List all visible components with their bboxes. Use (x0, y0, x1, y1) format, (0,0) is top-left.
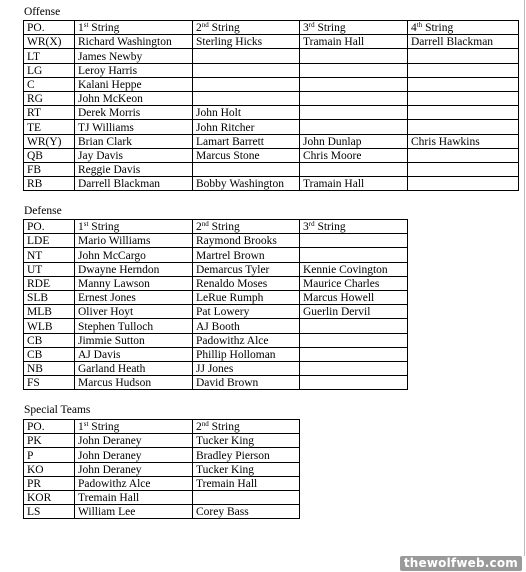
player-cell (300, 376, 408, 390)
player-cell: Marcus Stone (193, 148, 300, 162)
player-cell: Darrell Blackman (408, 35, 519, 49)
player-cell (300, 106, 408, 120)
watermark-logo: thewolfweb.com (400, 556, 522, 571)
player-cell: TJ Williams (75, 120, 193, 134)
player-cell: Reggie Davis (75, 162, 193, 176)
player-cell (300, 162, 408, 176)
player-cell (193, 49, 300, 63)
string-header: 2nd String (193, 420, 300, 434)
player-cell (193, 162, 300, 176)
position-cell: WR(X) (24, 35, 75, 49)
special-teams-title: Special Teams (24, 404, 91, 416)
player-cell (300, 361, 408, 375)
player-cell: John Deraney (75, 434, 193, 448)
table-row (24, 276, 408, 290)
position-cell: FS (24, 376, 75, 390)
table-row (24, 63, 519, 77)
player-cell: Marcus Hudson (75, 376, 193, 390)
table-row (24, 476, 300, 490)
position-cell: LT (24, 49, 75, 63)
player-cell: AJ Booth (193, 319, 300, 333)
position-cell: NT (24, 248, 75, 262)
player-cell (193, 91, 300, 105)
position-cell: C (24, 77, 75, 91)
table-row (24, 91, 519, 105)
position-cell: PK (24, 434, 75, 448)
player-cell: LeRue Rumph (193, 290, 300, 304)
player-cell: Martrel Brown (193, 248, 300, 262)
position-cell: UT (24, 262, 75, 276)
table-row (24, 347, 408, 361)
player-cell: John McCargo (75, 248, 193, 262)
table-row (24, 35, 519, 49)
player-cell: JJ Jones (193, 361, 300, 375)
position-header: PO. (24, 220, 75, 234)
player-cell: Guerlin Dervil (300, 305, 408, 319)
position-cell: LG (24, 63, 75, 77)
string-header: 1st String (75, 21, 193, 35)
table-row (24, 505, 300, 519)
player-cell: Demarcus Tyler (193, 262, 300, 276)
position-cell: QB (24, 148, 75, 162)
position-cell: LDE (24, 234, 75, 248)
player-cell: Pat Lowery (193, 305, 300, 319)
defense-title: Defense (24, 205, 62, 217)
string-header: 1st String (75, 220, 193, 234)
player-cell (300, 77, 408, 91)
player-cell: John Deraney (75, 462, 193, 476)
player-cell: Tramain Hall (300, 177, 408, 191)
string-header: 3rd String (300, 21, 408, 35)
string-header: 4th String (408, 21, 519, 35)
string-header: 1st String (75, 420, 193, 434)
player-cell: Leroy Harris (75, 63, 193, 77)
position-cell: KOR (24, 490, 75, 504)
table-row (24, 333, 408, 347)
player-cell: Padowithz Alce (75, 476, 193, 490)
table-row (24, 490, 300, 504)
player-cell (408, 91, 519, 105)
player-cell (300, 63, 408, 77)
player-cell: Chris Hawkins (408, 134, 519, 148)
player-cell: Sterling Hicks (193, 35, 300, 49)
player-cell: Tucker King (193, 462, 300, 476)
player-cell (408, 49, 519, 63)
header-row (24, 420, 300, 434)
table-row (24, 120, 519, 134)
player-cell: John McKeon (75, 91, 193, 105)
position-header: PO. (24, 21, 75, 35)
offense-depth-chart (23, 20, 519, 191)
player-cell (193, 77, 300, 91)
position-header: PO. (24, 420, 75, 434)
player-cell: Dwayne Herndon (75, 262, 193, 276)
player-cell: Kennie Covington (300, 262, 408, 276)
player-cell: Bradley Pierson (193, 448, 300, 462)
position-cell: TE (24, 120, 75, 134)
header-row (24, 21, 519, 35)
table-row (24, 319, 408, 333)
position-cell: MLB (24, 305, 75, 319)
position-cell: SLB (24, 290, 75, 304)
player-cell (408, 120, 519, 134)
player-cell: Padowithz Alce (193, 333, 300, 347)
table-row (24, 434, 300, 448)
player-cell (300, 347, 408, 361)
position-cell: CB (24, 347, 75, 361)
table-row (24, 134, 519, 148)
table-row (24, 361, 408, 375)
player-cell: Bobby Washington (193, 177, 300, 191)
player-cell: Oliver Hoyt (75, 305, 193, 319)
player-cell (408, 63, 519, 77)
position-cell: RB (24, 177, 75, 191)
table-row (24, 448, 300, 462)
position-cell: WR(Y) (24, 134, 75, 148)
player-cell: Jimmie Sutton (75, 333, 193, 347)
player-cell: Derek Morris (75, 106, 193, 120)
player-cell: Brian Clark (75, 134, 193, 148)
player-cell (408, 77, 519, 91)
footer-bar (0, 556, 526, 572)
player-cell: John Ritcher (193, 120, 300, 134)
player-cell (300, 319, 408, 333)
player-cell (300, 248, 408, 262)
player-cell: John Deraney (75, 448, 193, 462)
position-cell: RDE (24, 276, 75, 290)
string-header: 3rd String (300, 220, 408, 234)
position-cell: RG (24, 91, 75, 105)
table-row (24, 106, 519, 120)
player-cell: John Dunlap (300, 134, 408, 148)
player-cell: Tucker King (193, 434, 300, 448)
player-cell: William Lee (75, 505, 193, 519)
offense-title: Offense (24, 6, 61, 18)
string-header: 2nd String (193, 220, 300, 234)
player-cell: Mario Williams (75, 234, 193, 248)
player-cell: Tremain Hall (193, 476, 300, 490)
table-row (24, 162, 519, 176)
position-cell: FB (24, 162, 75, 176)
player-cell (408, 106, 519, 120)
position-cell: NB (24, 361, 75, 375)
player-cell (300, 234, 408, 248)
player-cell (300, 91, 408, 105)
defense-depth-chart (23, 219, 408, 390)
player-cell: Richard Washington (75, 35, 193, 49)
player-cell: Ernest Jones (75, 290, 193, 304)
player-cell: Corey Bass (193, 505, 300, 519)
player-cell: David Brown (193, 376, 300, 390)
player-cell: Tremain Hall (75, 490, 193, 504)
table-row (24, 248, 408, 262)
position-cell: CB (24, 333, 75, 347)
table-row (24, 77, 519, 91)
position-cell: LS (24, 505, 75, 519)
player-cell: Garland Heath (75, 361, 193, 375)
player-cell: Darrell Blackman (75, 177, 193, 191)
player-cell: Renaldo Moses (193, 276, 300, 290)
player-cell (300, 333, 408, 347)
position-cell: WLB (24, 319, 75, 333)
header-row (24, 220, 408, 234)
player-cell: Jay Davis (75, 148, 193, 162)
player-cell: Kalani Heppe (75, 77, 193, 91)
player-cell: Tramain Hall (300, 35, 408, 49)
player-cell (408, 148, 519, 162)
table-row (24, 148, 519, 162)
special-teams-depth-chart (23, 419, 300, 519)
player-cell: Lamart Barrett (193, 134, 300, 148)
player-cell (408, 177, 519, 191)
player-cell (300, 49, 408, 63)
table-row (24, 49, 519, 63)
player-cell: John Holt (193, 106, 300, 120)
player-cell: James Newby (75, 49, 193, 63)
position-cell: RT (24, 106, 75, 120)
player-cell (193, 490, 300, 504)
table-row (24, 234, 408, 248)
player-cell: Chris Moore (300, 148, 408, 162)
table-row (24, 262, 408, 276)
table-row (24, 290, 408, 304)
position-cell: P (24, 448, 75, 462)
position-cell: PR (24, 476, 75, 490)
player-cell: Phillip Holloman (193, 347, 300, 361)
player-cell: AJ Davis (75, 347, 193, 361)
player-cell: Marcus Howell (300, 290, 408, 304)
player-cell: Raymond Brooks (193, 234, 300, 248)
player-cell (408, 162, 519, 176)
table-row (24, 305, 408, 319)
table-row (24, 462, 300, 476)
table-row (24, 177, 519, 191)
position-cell: KO (24, 462, 75, 476)
player-cell: Stephen Tulloch (75, 319, 193, 333)
string-header: 2nd String (193, 21, 300, 35)
player-cell (300, 120, 408, 134)
player-cell: Maurice Charles (300, 276, 408, 290)
player-cell (193, 63, 300, 77)
player-cell: Manny Lawson (75, 276, 193, 290)
table-row (24, 376, 408, 390)
